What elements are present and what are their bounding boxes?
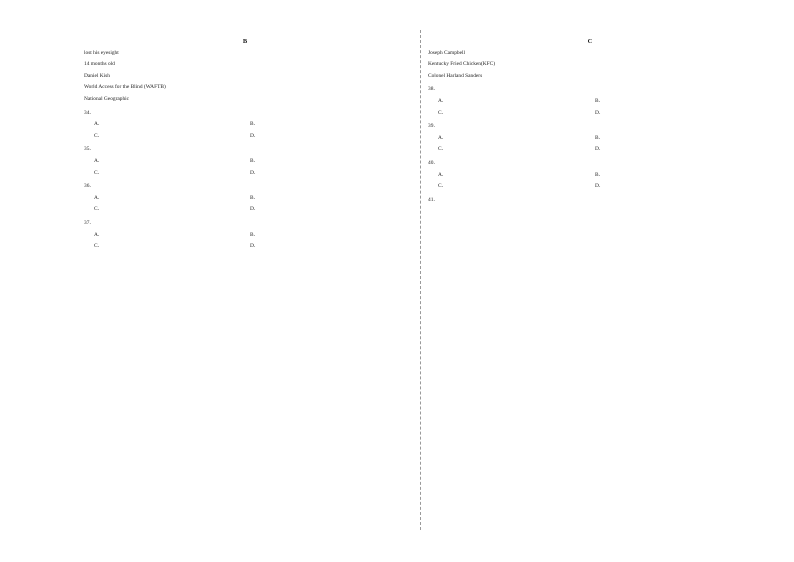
answer-options bbox=[84, 156, 406, 179]
answer-option: B． bbox=[250, 194, 259, 201]
passage-line: Colonel Harland Sanders bbox=[428, 72, 483, 79]
passage-line: 14 months old bbox=[84, 61, 115, 68]
section-c bbox=[428, 36, 752, 206]
answer-options bbox=[428, 170, 752, 193]
answer-option: D． bbox=[595, 183, 605, 190]
question-label: 41． bbox=[428, 196, 439, 203]
answer-option: C． bbox=[94, 169, 103, 176]
question-label: 34． bbox=[84, 109, 95, 116]
answer-option: C． bbox=[438, 146, 447, 153]
question bbox=[84, 218, 406, 253]
answer-options bbox=[84, 230, 406, 253]
answer-option: A． bbox=[94, 157, 104, 164]
answer-options bbox=[84, 193, 406, 216]
answer-option: D． bbox=[595, 146, 605, 153]
section-b-title: B bbox=[242, 38, 248, 45]
answer-option: B． bbox=[250, 121, 259, 128]
answer-option: D． bbox=[250, 132, 260, 139]
question bbox=[428, 195, 752, 207]
answer-option: C． bbox=[438, 183, 447, 190]
question bbox=[428, 84, 752, 119]
question bbox=[84, 108, 406, 143]
answer-option: A． bbox=[94, 231, 104, 238]
answer-option: A． bbox=[94, 121, 104, 128]
section-c-title: C bbox=[587, 38, 593, 45]
question-label: 35． bbox=[84, 146, 95, 153]
answer-option: C． bbox=[94, 132, 103, 139]
question-label: 36． bbox=[84, 183, 95, 190]
passage-line: Kentucky Fried Chicken(KFC) bbox=[428, 61, 496, 68]
passage-line: lost his eyesight bbox=[84, 49, 119, 56]
section-c-passage bbox=[428, 48, 752, 83]
question-label: 38． bbox=[428, 86, 439, 93]
question bbox=[84, 181, 406, 216]
answer-option: B． bbox=[595, 171, 604, 178]
passage-line: National Geographic bbox=[84, 95, 130, 102]
section-b bbox=[84, 36, 406, 253]
question-label: 40． bbox=[428, 159, 439, 166]
answer-option: D． bbox=[250, 206, 260, 213]
passage-line: Joseph Campbell bbox=[428, 49, 465, 56]
question bbox=[428, 121, 752, 156]
answer-options bbox=[84, 119, 406, 142]
answer-options bbox=[428, 133, 752, 156]
answer-option: A． bbox=[438, 97, 448, 104]
answer-option: A． bbox=[438, 171, 448, 178]
answer-option: B． bbox=[250, 157, 259, 164]
answer-option: B． bbox=[595, 134, 604, 141]
section-b-questions bbox=[84, 108, 406, 253]
question bbox=[84, 144, 406, 179]
section-b-passage bbox=[84, 48, 406, 106]
answer-option: D． bbox=[250, 243, 260, 250]
answer-option: C． bbox=[94, 206, 103, 213]
answer-option: C． bbox=[94, 243, 103, 250]
question bbox=[428, 158, 752, 193]
passage-line: Daniel Kish bbox=[84, 72, 110, 79]
answer-option: B． bbox=[250, 231, 259, 238]
answer-options bbox=[428, 96, 752, 119]
answer-option: B． bbox=[595, 97, 604, 104]
question-label: 39． bbox=[428, 123, 439, 130]
answer-option: A． bbox=[438, 134, 448, 141]
section-c-questions bbox=[428, 84, 752, 206]
answer-option: A． bbox=[94, 194, 104, 201]
column-divider bbox=[420, 30, 421, 530]
answer-option: C． bbox=[438, 109, 447, 116]
answer-option: D． bbox=[595, 109, 605, 116]
answer-option: D． bbox=[250, 169, 260, 176]
passage-line: World Access for the Blind (WAFTB) bbox=[84, 84, 166, 91]
question-label: 37． bbox=[84, 219, 95, 226]
